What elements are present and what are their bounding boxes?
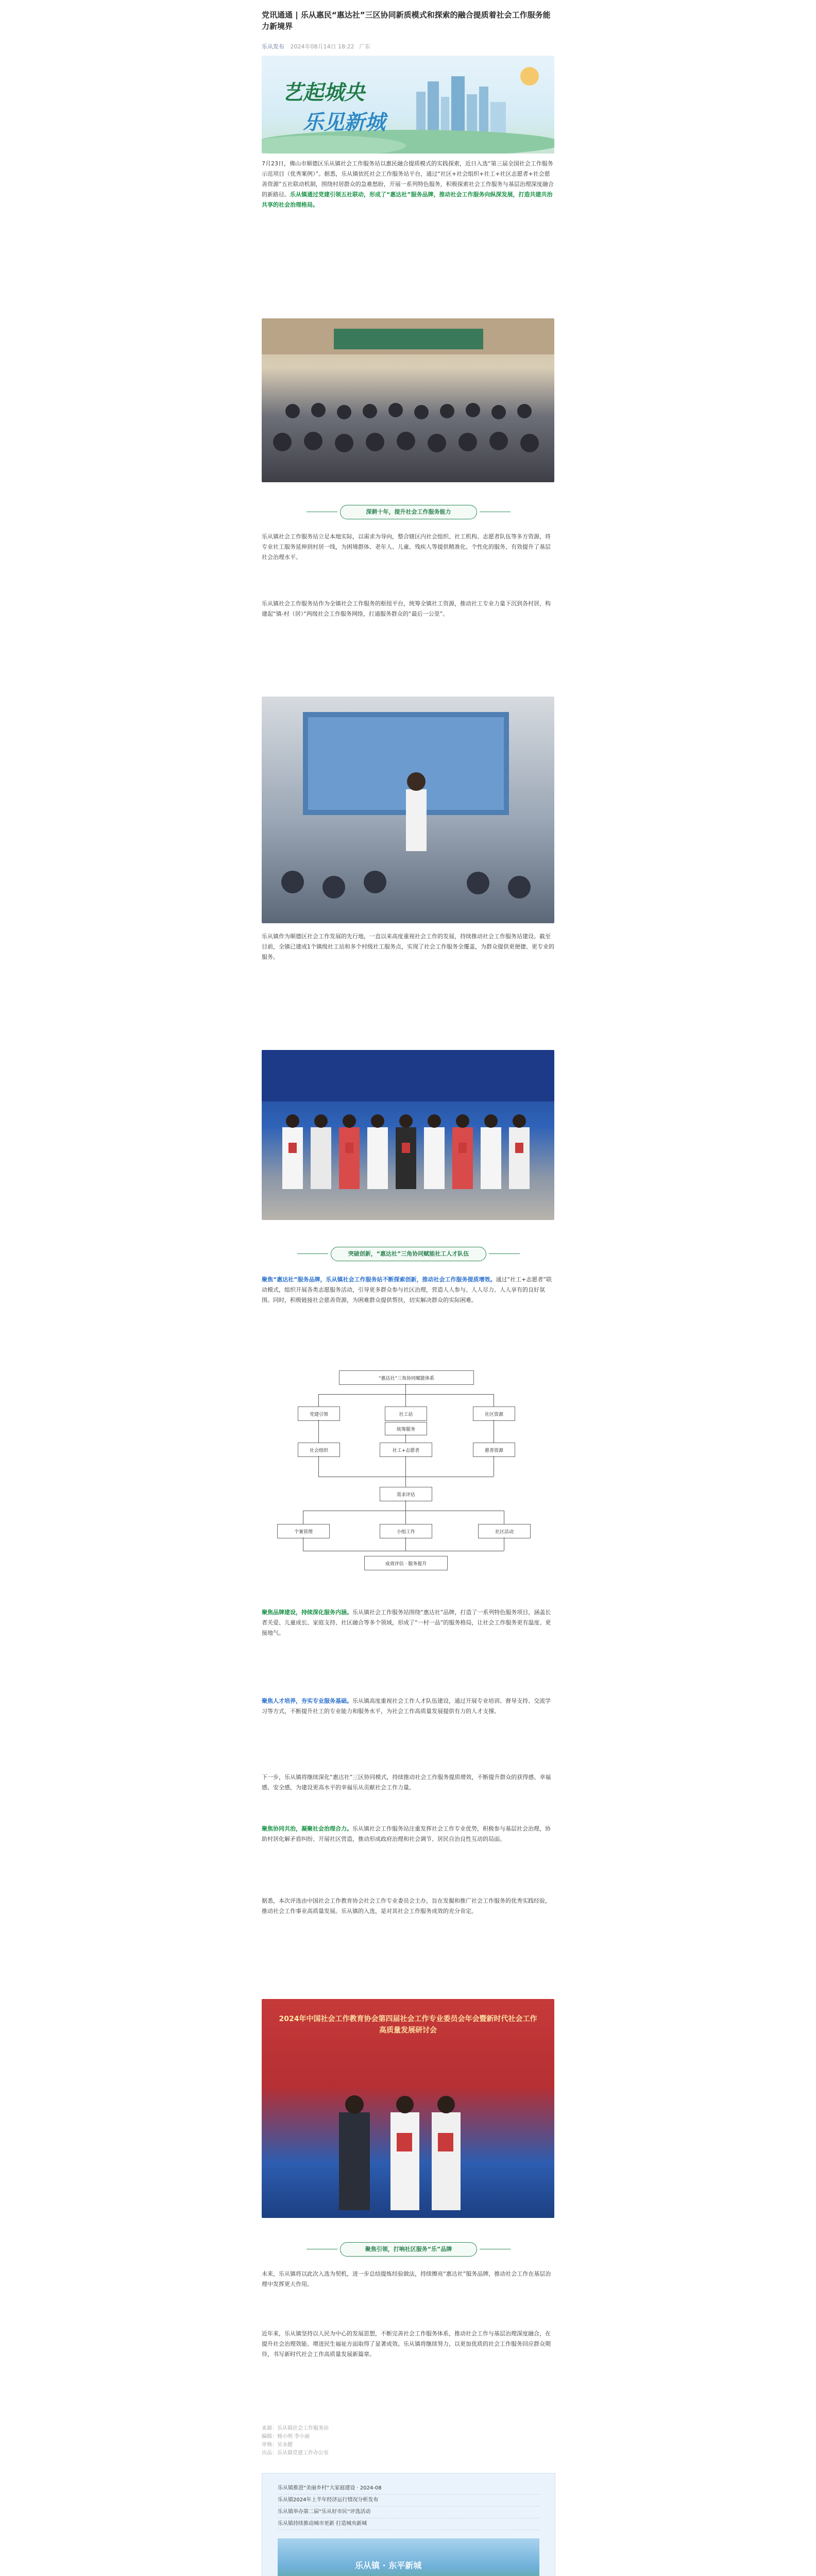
article-meta: [262, 42, 554, 50]
para10-text: 据悉，本次评选由中国社会工作教育协会社会工作专业委员会主办，旨在发掘和推广社会工作服务的优秀实践经验，推动社会工作事业高质量发展。乐从镇的入选，是对其社会工作服务成效的充分肯定。: [262, 1897, 551, 1914]
related-item[interactable]: 乐从镇2024年上半年经济运行情况分析发布: [278, 2495, 539, 2506]
related-item[interactable]: 乐从镇持续推动城市更新 打造城央新城: [278, 2518, 539, 2530]
para11-text: 未来，乐从镇将以此次入选为契机，进一步总结提炼经验做法，持续擦亮“惠达社”服务品牌，推动社会工作在基层治理中发挥更大作用。: [262, 2270, 551, 2287]
paragraph-12: [262, 2329, 554, 2360]
account-name[interactable]: 乐从发布: [262, 43, 284, 50]
related-list: [278, 2483, 539, 2530]
para1-highlight: 乐从镇通过党建引领五社联动，形成了“惠达社”服务品牌，推动社会工作服务向纵深发展，打造共建共治共享的社会治理格局。: [262, 191, 553, 208]
fc-bottom: 成效评估 · 服务提升: [364, 1556, 448, 1570]
para6-highlight: 聚焦品牌建设，持续深化服务内涵。: [262, 1609, 352, 1616]
fc-center: 需求评估: [380, 1487, 432, 1501]
related-box: [262, 2473, 555, 2576]
paragraph-4: [262, 931, 554, 962]
credit-publish: 出品：乐从镇党建工作办公室: [262, 2450, 329, 2456]
fc-right2: 慈善资源: [473, 1443, 515, 1457]
para7-highlight: 聚焦人才培养，夯实专业服务基础。: [262, 1698, 352, 1704]
publish-date: 2024年08月14日 18:22: [290, 43, 354, 50]
para5-highlight: 聚焦“惠达社”服务品牌，乐从镇社会工作服务站不断探索创新，推动社会工作服务提质增效。: [262, 1276, 496, 1283]
credit-review: 审核：吴永健: [262, 2442, 293, 2448]
para9-highlight: 聚焦协同共治，凝聚社会治理合力。: [262, 1825, 352, 1832]
para12-text: 近年来，乐从镇坚持以人民为中心的发展思想，不断完善社会工作服务体系，推动社会工作与基层治理深度融合，在提升社会治理效能、增进民生福祉方面取得了显著成效。乐从镇将继续努力，以更加优质的社会工作服务回应群众期待，书写新时代社会工作高质量发展新篇章。: [262, 2330, 551, 2358]
credit-editor: 编辑：杨小明 李小丽: [262, 2434, 310, 2439]
banner-line1: 艺起城央: [282, 80, 365, 105]
photo-stage-award: [262, 1999, 554, 2218]
paragraph-1: [262, 159, 554, 210]
stage-banner-text: 2024年中国社会工作教育协会第四届社会工作专业委员会年会暨新时代社会工作高质量发展研讨会: [279, 2015, 537, 2035]
para1-text: 7月23日，佛山市顺德区乐从镇社会工作服务站以惠民融合提质模式的实践探索，近日入选“第三届全国社会工作服务示范项目（优秀案例）”。据悉，乐从镇依托社会工作服务站平台，通过“社区+社会组织+社工+社区志愿者+社会慈善资源”五社联动机制，围绕村居群众的急难愁盼，开展一系列特色服务，积极探索社会工作服务与基层治理深度融合的新路径。: [262, 160, 554, 198]
para4-text: 乐从镇作为顺德区社会工作发展的先行地，一直以来高度重视社会工作的发展，持续推动社会工作服务站建设。截至目前，全镇已建成1个镇级社工站和多个村级社工服务点，实现了社会工作服务全覆盖，为群众提供更便捷、更专业的服务。: [262, 933, 554, 960]
credit-source: 来源：乐从镇社会工作服务站: [262, 2426, 329, 2431]
fc-left2: 社会组织: [298, 1443, 340, 1457]
section-tag-2: 突破创新，“惠达社”三角协同赋能社工人才队伍: [331, 1247, 486, 1261]
paragraph-7: [262, 1696, 554, 1717]
related-item[interactable]: 乐从镇举办第二届“乐从好市民”评选活动: [278, 2506, 539, 2518]
para7-text: 乐从镇高度重视社会工作人才队伍建设，通过开展专业培训、督导支持、交流学习等方式，不断提升社工的专业能力和服务水平，为社会工作高质量发展提供有力的人才支撑。: [262, 1698, 551, 1715]
paragraph-8: [262, 1772, 554, 1793]
location: 广东: [359, 43, 371, 50]
para5-text: 通过“社工+志愿者”联动模式，组织开展各类志愿服务活动，引导更多群众参与社区治理，营造人人参与、人人尽力、人人享有的良好氛围。同时，积极链接社会慈善资源，为困难群众提供帮扶，切实解决群众的实际困难。: [262, 1276, 552, 1303]
paragraph-2: [262, 532, 554, 563]
photo-speaker: [262, 697, 554, 923]
para8-text: 下一步，乐从镇将继续深化“惠达社”三区协同模式，持续推动社会工作服务提质增效，不断提升群众的获得感、幸福感、安全感，为建设更高水平的幸福乐从贡献社会工作力量。: [262, 1774, 551, 1791]
fc-top: “惠达社”三角协同赋能体系: [339, 1370, 474, 1385]
section-tag-1: 深耕十年，提升社会工作服务能力: [340, 505, 477, 519]
paragraph-10: [262, 1896, 554, 1917]
fc-mid1b: 统筹服务: [385, 1422, 427, 1435]
fc-b1: 个案管理: [277, 1524, 330, 1538]
paragraph-6: [262, 1607, 554, 1638]
article-title: 党讯通通 | 乐从惠民“惠达社”三区协同新质模式和探索的融合提质着社会工作服务能力新境界: [262, 10, 551, 31]
photo-meeting-1: [262, 318, 554, 482]
paragraph-3: [262, 599, 554, 619]
fc-b3: 社区活动: [478, 1524, 531, 1538]
section-tag-3: 聚焦引领，打响社区服务“乐”品牌: [340, 2242, 477, 2257]
fc-mid1: 社工站: [385, 1406, 427, 1421]
photo-group-award: [262, 1050, 554, 1220]
footer-credits: [262, 2425, 554, 2458]
related-card-1-caption: 乐从镇 · 东平新城: [355, 2561, 422, 2570]
para3-text: 乐从镇社会工作服务站作为全镇社会工作服务的枢纽平台，统筹全镇社工资源，推动社工专业力量下沉到各村居，构建起“镇-村（居）”两级社会工作服务网络，打通服务群众的“最后一公里”。: [262, 600, 551, 617]
para6-text: 乐从镇社会工作服务站围绕“惠达社”品牌，打造了一系列特色服务项目，涵盖长者关爱、儿童成长、家庭支持、社区融合等多个领域，形成了“一村一品”的服务格局，让社会工作服务更有温度、更接地气。: [262, 1609, 551, 1636]
banner-line2: 乐见新城: [303, 110, 385, 134]
top-banner: [262, 56, 554, 154]
related-item[interactable]: 乐从镇推进“美丽乡村”大家庭建设 · 2024-08: [278, 2483, 539, 2495]
related-card-1[interactable]: [278, 2538, 539, 2576]
para9-text: 乐从镇社会工作服务站注重发挥社会工作专业优势，积极参与基层社会治理，协助村居化解矛盾纠纷、开展社区营造，推动形成政府治理和社会调节、居民自治良性互动的局面。: [262, 1825, 551, 1842]
paragraph-11: [262, 2269, 554, 2290]
fc-b2: 小组工作: [380, 1524, 432, 1538]
paragraph-5: [262, 1275, 554, 1306]
fc-left1: 党建引领: [298, 1406, 340, 1421]
fc-mid2: 社工+志愿者: [380, 1443, 432, 1457]
flowchart: [262, 1360, 554, 1577]
fc-right1: 社区资源: [473, 1406, 515, 1421]
paragraph-9: [262, 1824, 554, 1844]
para2-text: 乐从镇社会工作服务站立足本地实际，以需求为导向，整合辖区内社会组织、社工机构、志愿者队伍等多方资源，将专业社工服务延伸到村居一线，为困境群体、老年人、儿童、残疾人等提供精准化、个性化的服务，有效提升了基层社会治理水平。: [262, 533, 551, 561]
